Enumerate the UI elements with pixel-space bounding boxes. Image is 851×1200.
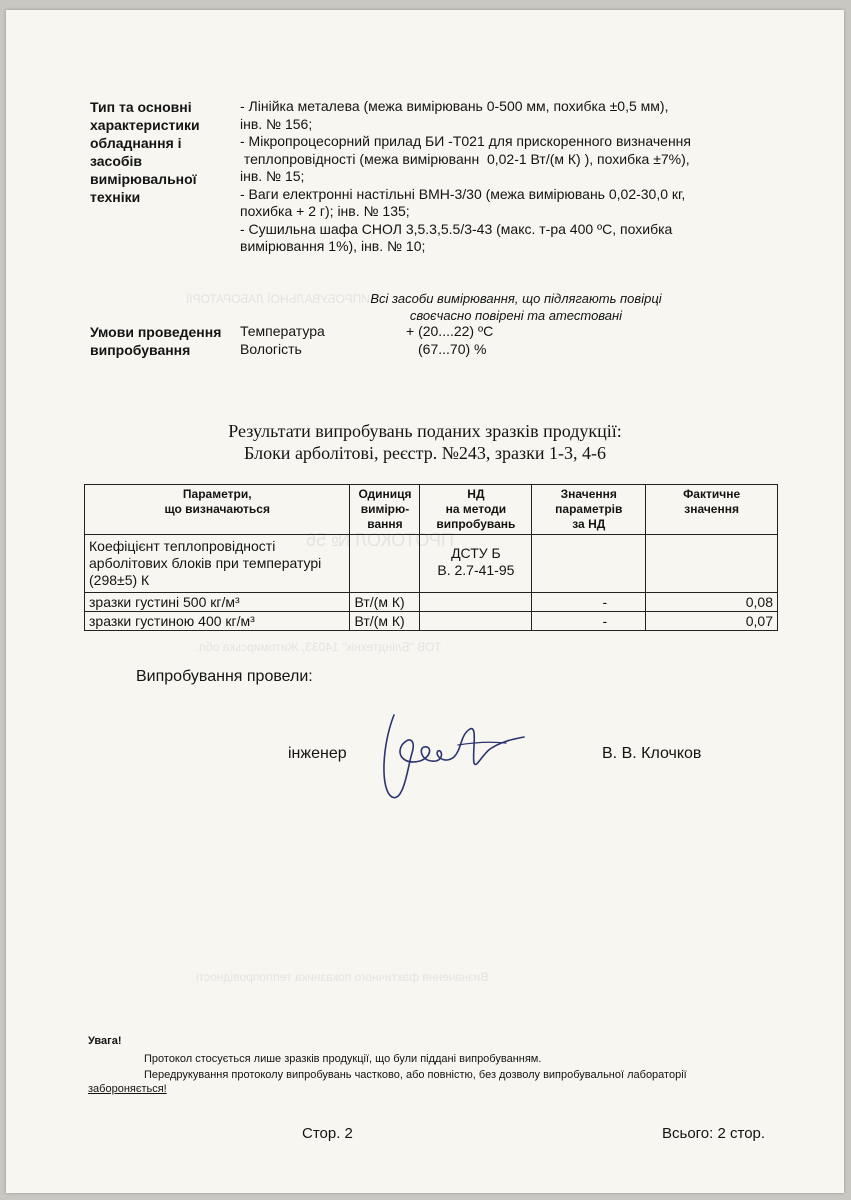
temperature-label: Температура xyxy=(240,323,325,339)
table-row xyxy=(85,612,778,631)
unit-cell: Вт/(м К) xyxy=(350,593,420,612)
equipment-label: Тип та основні характеристики обладнання і засобів вимірювальної техніки xyxy=(90,99,200,205)
method-line: ДСТУ Б xyxy=(451,545,501,561)
verification-note-line: своєчасно повірені та атестовані xyxy=(409,308,623,323)
equipment-line: - Ваги електронні настільні ВМН-3/30 (межа вимірювань 0,02-30,0 кг, xyxy=(240,185,686,202)
column-header-parameters: Параметри, що визначаються xyxy=(85,485,350,535)
equipment-line: - Лінійка металева (межа вимірювань 0-500 мм, похибка ±0,5 мм), xyxy=(240,98,669,114)
results-title xyxy=(6,420,844,464)
bleed-through-text: ВИПРОБУВАЛЬНОЇ ЛАБОРАТОРІЇ xyxy=(186,292,378,306)
param-cell: зразки густині 500 кг/м³ xyxy=(85,593,350,612)
total-pages: Всього: 2 стор. xyxy=(662,1125,766,1142)
nd-value-cell: - xyxy=(532,612,646,631)
param-cell: зразки густиною 400 кг/м³ xyxy=(85,612,350,631)
conditions-label: Умови проведення випробування xyxy=(90,324,222,358)
humidity-label: Вологість xyxy=(240,341,302,357)
main-parameter-cell: Коефіцієнт теплопровідності арболітових блоків при температурі (298±5) К xyxy=(85,535,350,593)
table-row xyxy=(85,535,778,593)
method-cell xyxy=(420,535,532,593)
warning-line: забороняється! xyxy=(88,1083,167,1095)
equipment-line: похибка + 2 г); інв. № 135; xyxy=(240,203,410,219)
equipment-line: - Мікропроцесорний прилад БИ -Т021 для прискоренного визначення xyxy=(240,133,691,149)
bleed-through-text: ТОВ "Бліндтехнік" 14033, Житомирська обл. xyxy=(196,640,442,654)
verification-note-line: Всі засоби вимірювання, що підлягають повірці xyxy=(370,291,662,306)
page-number: Стор. 2 xyxy=(302,1125,353,1142)
equipment-list xyxy=(240,98,780,256)
column-header-method: НД на методи випробувань xyxy=(420,485,532,535)
warning-block xyxy=(88,1034,808,1096)
unit-cell: Вт/(м К) xyxy=(350,612,420,631)
humidity-value: (67...70) % xyxy=(418,341,487,357)
document-page xyxy=(6,10,844,1193)
actual-value-cell: 0,08 xyxy=(646,593,778,612)
results-title-line: Результати випробувань поданих зразків продукції: xyxy=(228,421,622,441)
table-cell xyxy=(350,535,420,593)
method-line: В. 2.7-41-95 xyxy=(437,562,515,578)
table-cell xyxy=(532,535,646,593)
bleed-through-text: Визначення фактичного показника теплопровідності xyxy=(196,970,489,984)
method-cell xyxy=(420,612,532,631)
temperature-value: + (20....22) ºС xyxy=(406,323,494,339)
column-header-nd-value: Значення параметрів за НД xyxy=(532,485,646,535)
equipment-line: теплопровідності (межа вимірюванн 0,02-1 Вт/(м К) ), похибка ±7%), xyxy=(240,150,690,167)
signature-role: інженер xyxy=(288,745,347,762)
results-title-line: Блоки арболітові, реєстр. №243, зразки 1-3, 4-6 xyxy=(243,443,607,463)
equipment-line: інв. № 156; xyxy=(240,115,313,132)
column-header-actual: Фактичне значення xyxy=(646,485,778,535)
actual-value-cell: 0,07 xyxy=(646,612,778,631)
verification-note xyxy=(306,290,726,324)
signature-heading: Випробування провели: xyxy=(136,668,313,685)
warning-line: Протокол стосується лише зразків продукції, що були піддані випробуванням. xyxy=(144,1053,542,1065)
warning-title: Увага! xyxy=(88,1035,122,1047)
column-header-unit: Одиниця вимірю- вання xyxy=(350,485,420,535)
table-row xyxy=(85,593,778,612)
method-cell xyxy=(420,593,532,612)
signer-name: В. В. Клочков xyxy=(602,745,702,762)
handwritten-signature xyxy=(374,705,534,805)
results-table xyxy=(84,484,778,631)
table-cell xyxy=(646,535,778,593)
equipment-line: вимірювання 1%), інв. № 10; xyxy=(240,238,426,254)
nd-value-cell: - xyxy=(532,593,646,612)
warning-line: Передрукування протоколу випробувань частково, або повністю, без дозволу випробувальної лабораторії xyxy=(144,1069,687,1081)
table-header-row xyxy=(85,485,778,535)
equipment-line: - Сушильна шафа СНОЛ 3,5.3,5.5/3-43 (макс. т-ра 400 ºС, похибка xyxy=(240,220,673,237)
equipment-line: інв. № 15; xyxy=(240,168,305,184)
bleed-through-text: ПРОТОКОЛ № 56 xyxy=(306,530,454,550)
